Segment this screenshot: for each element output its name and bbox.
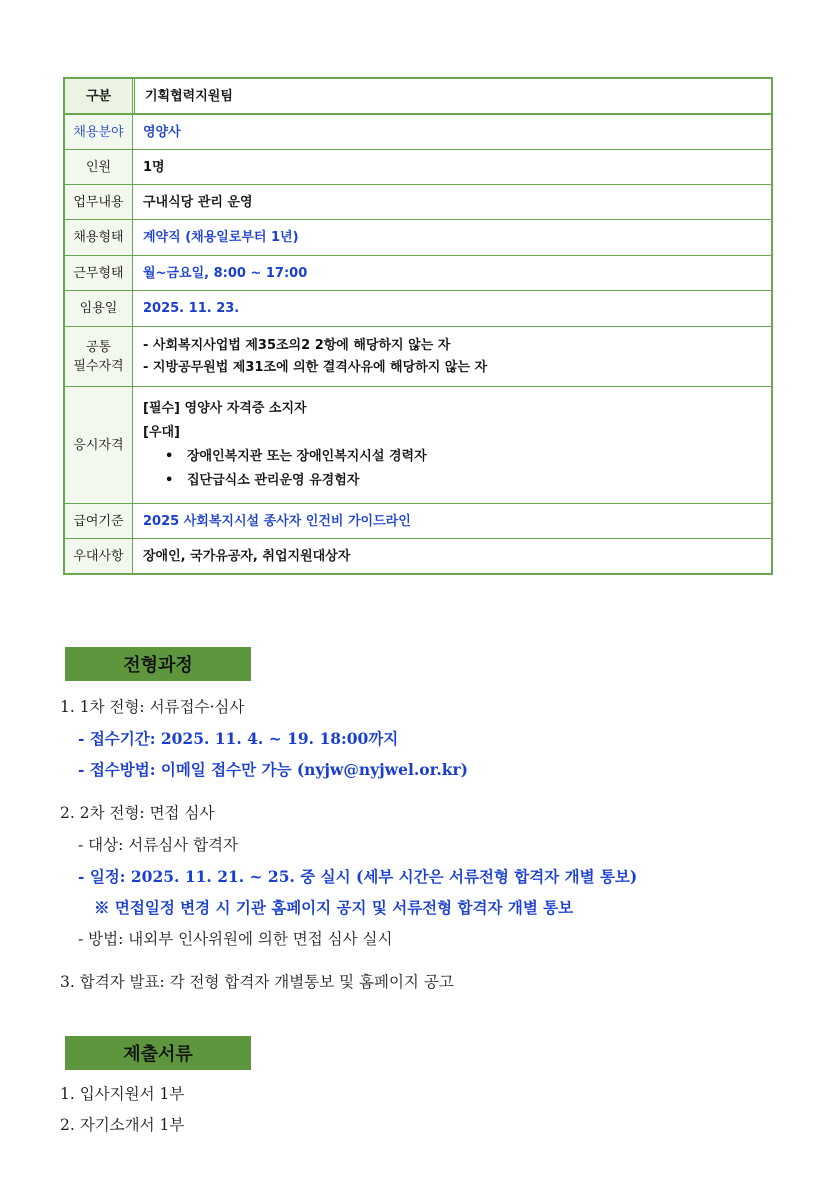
interview-target: - 대상: 서류심사 합격자 [78, 836, 238, 854]
bullet-item [143, 445, 761, 469]
section-title-documents: 제출서류 [65, 1036, 251, 1070]
row-value [133, 504, 771, 538]
table-row [65, 184, 771, 219]
cell-text: 기획협력지원팀 [145, 88, 233, 104]
cell-text: 2025 사회복지시설 종사자 인건비 가이드라인 [143, 513, 411, 529]
bullet-dot: • [165, 449, 174, 464]
row-header: 채용형태 [65, 220, 133, 255]
section-title-selection: 전형과정 [65, 647, 251, 681]
row-header [65, 327, 133, 386]
row-value [133, 150, 771, 184]
cell-text: - 지방공무원법 제31조에 의한 결격사유에 해당하지 않는 자 [143, 359, 488, 375]
cell-text: [우대] [143, 425, 180, 440]
row-header-line: 공통 [85, 339, 112, 355]
row-value [133, 387, 771, 503]
row-value [133, 115, 771, 149]
row-value [133, 327, 771, 386]
step-2: 2. 2차 전형: 면접 심사 [60, 804, 215, 822]
row-header-line: 필수자격 [73, 358, 124, 374]
row-header: 업무내용 [65, 185, 133, 219]
step-3: 3. 합격자 발표: 각 전형 합격자 개별통보 및 홈페이지 공고 [60, 973, 454, 991]
row-header: 구분 [65, 79, 135, 113]
bullet-item [143, 469, 761, 493]
application-method: - 접수방법: 이메일 접수만 가능 (nyjw@nyjwel.or.kr) [78, 760, 468, 779]
cell-text: 장애인, 국가유공자, 취업지원대상자 [143, 548, 351, 564]
step-1: 1. 1차 전형: 서류접수·심사 [60, 698, 245, 716]
bullet-text: 장애인복지관 또는 장애인복지시설 경력자 [187, 449, 427, 464]
row-header: 채용분야 [65, 115, 133, 149]
document-item: 2. 자기소개서 1부 [60, 1116, 185, 1134]
row-value [135, 79, 771, 113]
cell-text: [필수] 영양사 자격증 소지자 [143, 401, 307, 416]
table-row [65, 326, 771, 386]
table-row [65, 219, 771, 255]
row-header: 임용일 [65, 291, 133, 326]
row-value [133, 256, 771, 290]
cell-text: 계약직 (채용일로부터 1년) [143, 230, 299, 245]
cell-text: 1명 [143, 159, 165, 175]
table-row [65, 386, 771, 503]
row-header: 응시자격 [65, 387, 133, 503]
bullet-text: 집단급식소 관리운영 유경험자 [187, 473, 360, 488]
table-row [65, 290, 771, 326]
application-period: - 접수기간: 2025. 11. 4. ~ 19. 18:00까지 [78, 729, 399, 748]
table-row [65, 114, 771, 149]
row-value [133, 185, 771, 219]
cell-text: 구내식당 관리 운영 [143, 194, 253, 210]
table-row [65, 255, 771, 290]
row-header: 급여기준 [65, 504, 133, 538]
interview-method: - 방법: 내외부 인사위원에 의한 면접 심사 실시 [78, 930, 393, 948]
row-header: 근무형태 [65, 256, 133, 290]
cell-text: 영양사 [143, 124, 181, 140]
bullet-dot: • [165, 473, 174, 488]
cell-text: - 사회복지사업법 제35조의2 2항에 해당하지 않는 자 [143, 337, 451, 353]
table-row [65, 149, 771, 184]
row-value [133, 220, 771, 255]
interview-notice: ※ 면접일정 변경 시 기관 홈페이지 공지 및 서류전형 합격자 개별 통보 [94, 898, 574, 917]
table-row [65, 79, 771, 114]
recruitment-table [63, 77, 773, 575]
row-header: 우대사항 [65, 539, 133, 573]
row-value [133, 291, 771, 326]
row-header: 인원 [65, 150, 133, 184]
table-row [65, 538, 771, 573]
row-value [133, 539, 771, 573]
interview-schedule: - 일정: 2025. 11. 21. ~ 25. 중 실시 (세부 시간은 서류전형 합격자 개별 통보) [78, 867, 638, 886]
cell-text: 2025. 11. 23. [143, 301, 240, 316]
table-row [65, 503, 771, 538]
cell-text: 월~금요일, 8:00 ~ 17:00 [143, 265, 308, 281]
document-item: 1. 입사지원서 1부 [60, 1085, 185, 1103]
